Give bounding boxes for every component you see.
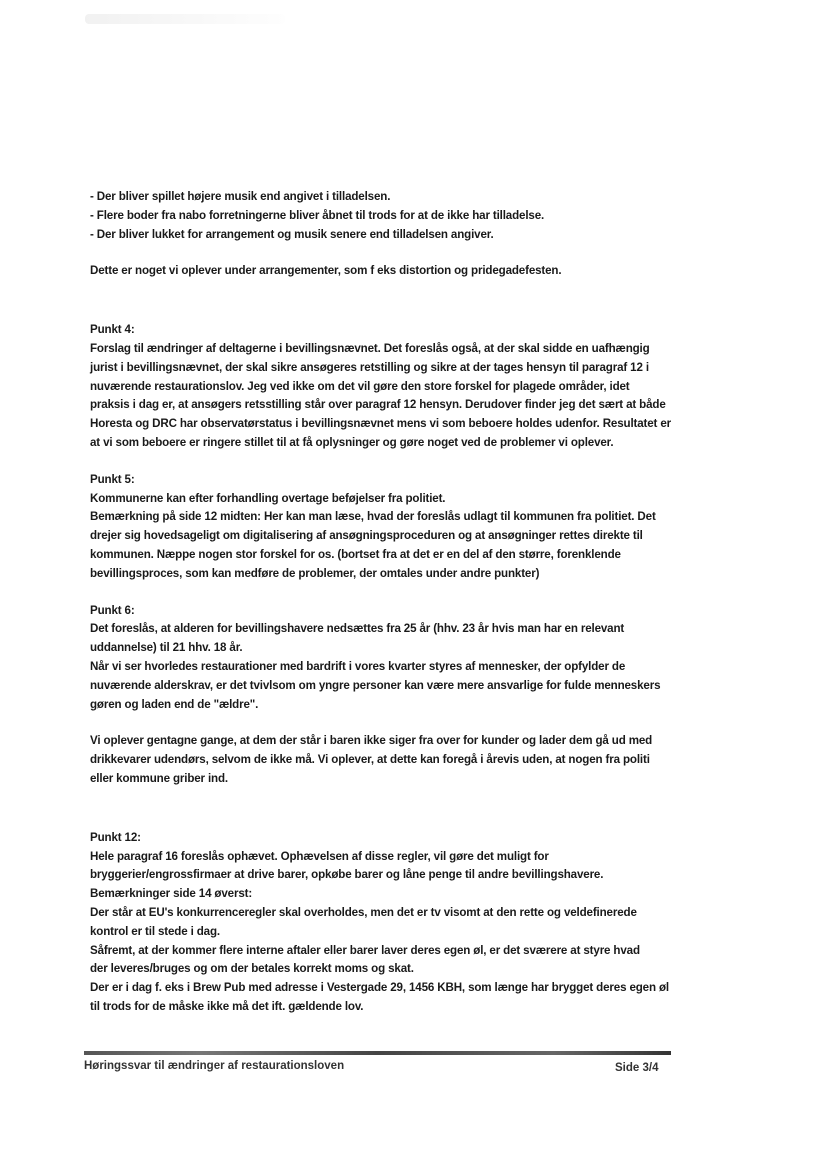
footer-title: Høringssvar til ændringer af restaurationsloven — [84, 1060, 345, 1072]
punkt12-line: til trods for de måske ikke må det ift. gældende lov. — [90, 999, 364, 1013]
punkt5-line: kommunen. Næppe nogen stor forskel for os. (bortset fra at det er en del af den større, forenklende — [90, 547, 621, 561]
punkt12-line: bryggerier/engrossfirmaer at drive barer, opkøbe barer og låne penge til andre bevillingshavere. — [90, 868, 604, 882]
punkt4-line: at vi som beboere er ringere stillet til at få oplysninger og gøre noget ved de problemer vi oplever. — [90, 435, 614, 449]
punkt4-line: jurist i bevillingsnævnet, der skal sikre ansøgeres retstilling og sikre at der tages hensyn til paragraf 12 i — [90, 360, 649, 374]
intro-bullet: - Der bliver spillet højere musik end angivet i tilladelsen. — [90, 190, 391, 203]
punkt5-line: Bemærkning på side 12 midten: Her kan man læse, hvad der foreslås udlagt til kommunen fra politiet. Det — [90, 510, 656, 524]
punkt4-line: Horesta og DRC har observatørstatus i bevillingsnævnet mens vi som beboere holdes udenfor. Resultatet er — [90, 417, 671, 431]
punkt6-line: drikkevarer udendørs, selvom de ikke må. Vi oplever, at dette kan foregå i årevis uden, at nogen fra politi — [90, 753, 650, 767]
punkt4-line: nuværende restaurationslov. Jeg ved ikke om det vil gøre den store forskel for plagede områder, idet — [90, 379, 630, 393]
document-body — [90, 188, 690, 1017]
intro-bullet: - Der bliver lukket for arrangement og musik senere end tilladelsen angiver. — [90, 227, 494, 241]
punkt6-line: Vi oplever gentagne gange, at dem der står i baren ikke siger fra over for kunder og lader dem gå ud med — [90, 734, 653, 748]
punkt5-line: Kommunerne kan efter forhandling overtage beføjelser fra politiet. — [90, 491, 446, 505]
punkt6-line: uddannelse) til 21 hhv. 18 år. — [90, 641, 243, 655]
intro-note: Dette er noget vi oplever under arrangementer, som f eks distortion og pridegadefesten. — [90, 264, 562, 278]
page-number: Side 3/4 — [615, 1062, 659, 1074]
punkt6-line: nuværende alderskrav, er det tvivlsom om yngre personer kan være mere ansvarlige for fulde menneskers — [90, 678, 661, 692]
punkt12-line: Såfremt, at der kommer flere interne aftaler eller barer laver deres egen øl, er det sværere at styre hvad — [90, 943, 640, 957]
punkt6-line: gøren og laden end de "ældre". — [90, 697, 259, 711]
punkt6-heading: Punkt 6: — [90, 603, 135, 617]
punkt6-line: Det foreslås, at alderen for bevillingshavere nedsættes fra 25 år (hhv. 23 år hvis man har en relevant — [90, 622, 625, 636]
punkt4-line: Forslag til ændringer af deltagerne i bevillingsnævnet. Det foreslås også, at der skal sidde en uafhængig — [90, 341, 650, 355]
footer-divider — [84, 1051, 671, 1055]
punkt12-line: der leveres/bruges og om der betales korrekt moms og skat. — [90, 962, 414, 976]
punkt5-line: bevillingsproces, som kan medføre de problemer, der omtales under andre punkter) — [90, 566, 540, 580]
punkt12-line: Bemærkninger side 14 øverst: — [90, 887, 253, 901]
punkt6-line: eller kommune griber ind. — [90, 771, 228, 785]
intro-bullet: - Flere boder fra nabo forretningerne bliver åbnet til trods for at de ikke har tilladelse. — [90, 208, 545, 222]
punkt6-line: Når vi ser hvorledes restaurationer med bardrift i vores kvarter styres af mennesker, der opfylder de — [90, 659, 626, 673]
punkt12-line: kontrol er til stede i dag. — [90, 924, 220, 938]
punkt12-line: Der står at EU's konkurrenceregler skal overholdes, men det er tv visomt at den rette og veldefinerede — [90, 905, 637, 919]
punkt12-line: Hele paragraf 16 foreslås ophævet. Ophævelsen af disse regler, vil gøre det muligt for — [90, 849, 549, 863]
scan-artifact — [85, 14, 285, 24]
punkt4-line: praksis i dag er, at ansøgers retsstilling står over paragraf 12 hensyn. Derudover finder jeg det sært at både — [90, 398, 666, 412]
punkt4-heading: Punkt 4: — [90, 323, 135, 337]
punkt5-heading: Punkt 5: — [90, 472, 135, 486]
punkt5-line: drejer sig hovedsageligt om digitalisering af ansøgningsproceduren og at ansøgninger rettes direkte til — [90, 529, 643, 543]
punkt12-heading: Punkt 12: — [90, 830, 141, 844]
punkt12-line: Der er i dag f. eks i Brew Pub med adresse i Vestergade 29, 1456 KBH, som længe har brygget deres egen øl — [90, 981, 669, 995]
